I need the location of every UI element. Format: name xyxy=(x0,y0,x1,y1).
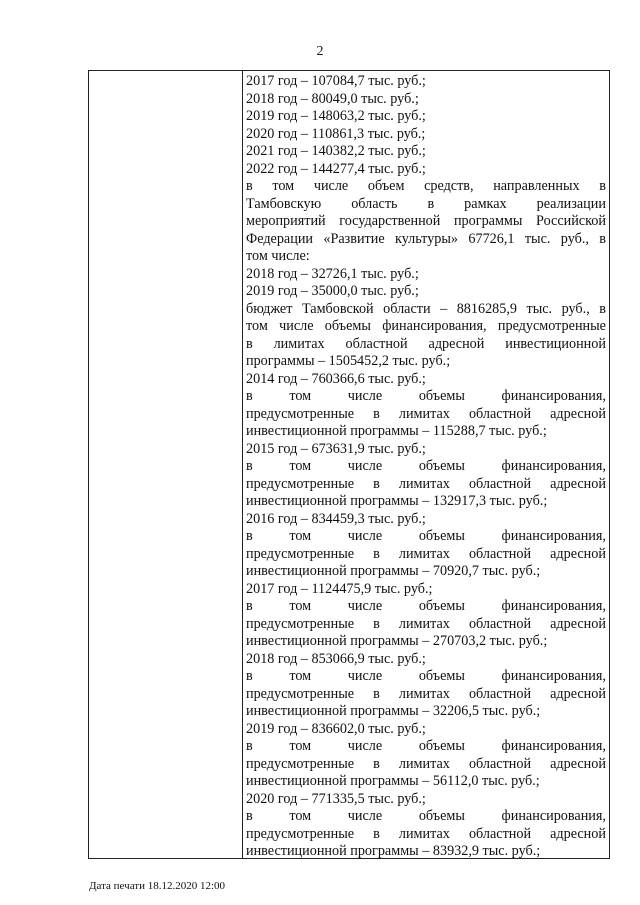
text-line: инвестиционной программы – 132917,3 тыс. руб.; xyxy=(246,493,548,509)
text-line: в том числе объемы финансирования, xyxy=(246,528,606,544)
text-line: том числе объемы финансирования, предусмотренные xyxy=(246,318,606,334)
text-line: 2019 год – 836602,0 тыс. руб.; xyxy=(246,720,426,737)
text-line: инвестиционной программы – 70920,7 тыс. руб.; xyxy=(246,563,541,579)
text-line: в том числе объемы финансирования, xyxy=(246,458,606,474)
text-line: 2021 год – 140382,2 тыс. руб.; xyxy=(246,143,426,159)
text-line: 2015 год – 673631,9 тыс. руб.; xyxy=(246,440,426,457)
content-cell xyxy=(246,73,606,861)
text-line: предусмотренные в лимитах областной адресной xyxy=(246,545,606,562)
text-line: инвестиционной программы – 83932,9 тыс. руб.; xyxy=(246,843,541,859)
text-line: Федерации «Развитие культуры» 67726,1 тыс. руб., в xyxy=(246,230,606,247)
text-line: Тамбовскую область в рамках реализации xyxy=(246,195,606,212)
text-line: 2017 год – 107084,7 тыс. руб.; xyxy=(246,73,426,89)
text-line: программы – 1505452,2 тыс. руб.; xyxy=(246,353,451,369)
text-line: предусмотренные в лимитах областной адресной xyxy=(246,825,606,842)
text-line: бюджет Тамбовской области – 8816285,9 тыс. руб., в xyxy=(246,300,606,317)
text-line: предусмотренные в лимитах областной адресной xyxy=(246,755,606,772)
text-line: предусмотренные в лимитах областной адресной xyxy=(246,405,606,422)
text-line: в том числе объем средств, направленных в xyxy=(246,178,606,194)
text-line: 2020 год – 110861,3 тыс. руб.; xyxy=(246,125,426,142)
text-line: инвестиционной программы – 56112,0 тыс. руб.; xyxy=(246,773,540,789)
text-line: предусмотренные в лимитах областной адресной xyxy=(246,475,606,492)
text-line: в том числе объемы финансирования, xyxy=(246,808,606,824)
text-line: 2018 год – 80049,0 тыс. руб.; xyxy=(246,90,419,107)
text-line: 2022 год – 144277,4 тыс. руб.; xyxy=(246,160,426,177)
text-line: инвестиционной программы – 32206,5 тыс. руб.; xyxy=(246,703,541,719)
text-line: в том числе объемы финансирования, xyxy=(246,668,606,684)
text-line: мероприятий государственной программы Российской xyxy=(246,213,606,229)
text-line: инвестиционной программы – 270703,2 тыс. руб.; xyxy=(246,633,548,649)
text-line: 2018 год – 32726,1 тыс. руб.; xyxy=(246,265,419,282)
text-line: в том числе объемы финансирования, xyxy=(246,388,606,404)
text-line: 2019 год – 148063,2 тыс. руб.; xyxy=(246,108,426,124)
text-line: в том числе объемы финансирования, xyxy=(246,738,606,754)
text-line: предусмотренные в лимитах областной адресной xyxy=(246,685,606,702)
text-line: 2020 год – 771335,5 тыс. руб.; xyxy=(246,790,426,807)
text-line: в том числе объемы финансирования, xyxy=(246,598,606,614)
text-line: инвестиционной программы – 115288,7 тыс. руб.; xyxy=(246,423,547,439)
text-line: 2017 год – 1124475,9 тыс. руб.; xyxy=(246,580,433,597)
text-line: 2014 год – 760366,6 тыс. руб.; xyxy=(246,370,426,387)
text-line: 2018 год – 853066,9 тыс. руб.; xyxy=(246,650,426,667)
page-number: 2 xyxy=(316,44,324,59)
text-line: предусмотренные в лимитах областной адресной xyxy=(246,615,606,632)
column-divider xyxy=(242,71,243,858)
content-table xyxy=(88,70,610,859)
print-date-footer: Дата печати 18.12.2020 12:00 xyxy=(89,880,226,892)
text-line: том числе: xyxy=(246,248,310,264)
text-line: 2016 год – 834459,3 тыс. руб.; xyxy=(246,510,426,527)
text-line: 2019 год – 35000,0 тыс. руб.; xyxy=(246,283,419,299)
text-line: в лимитах областной адресной инвестиционной xyxy=(246,335,606,352)
